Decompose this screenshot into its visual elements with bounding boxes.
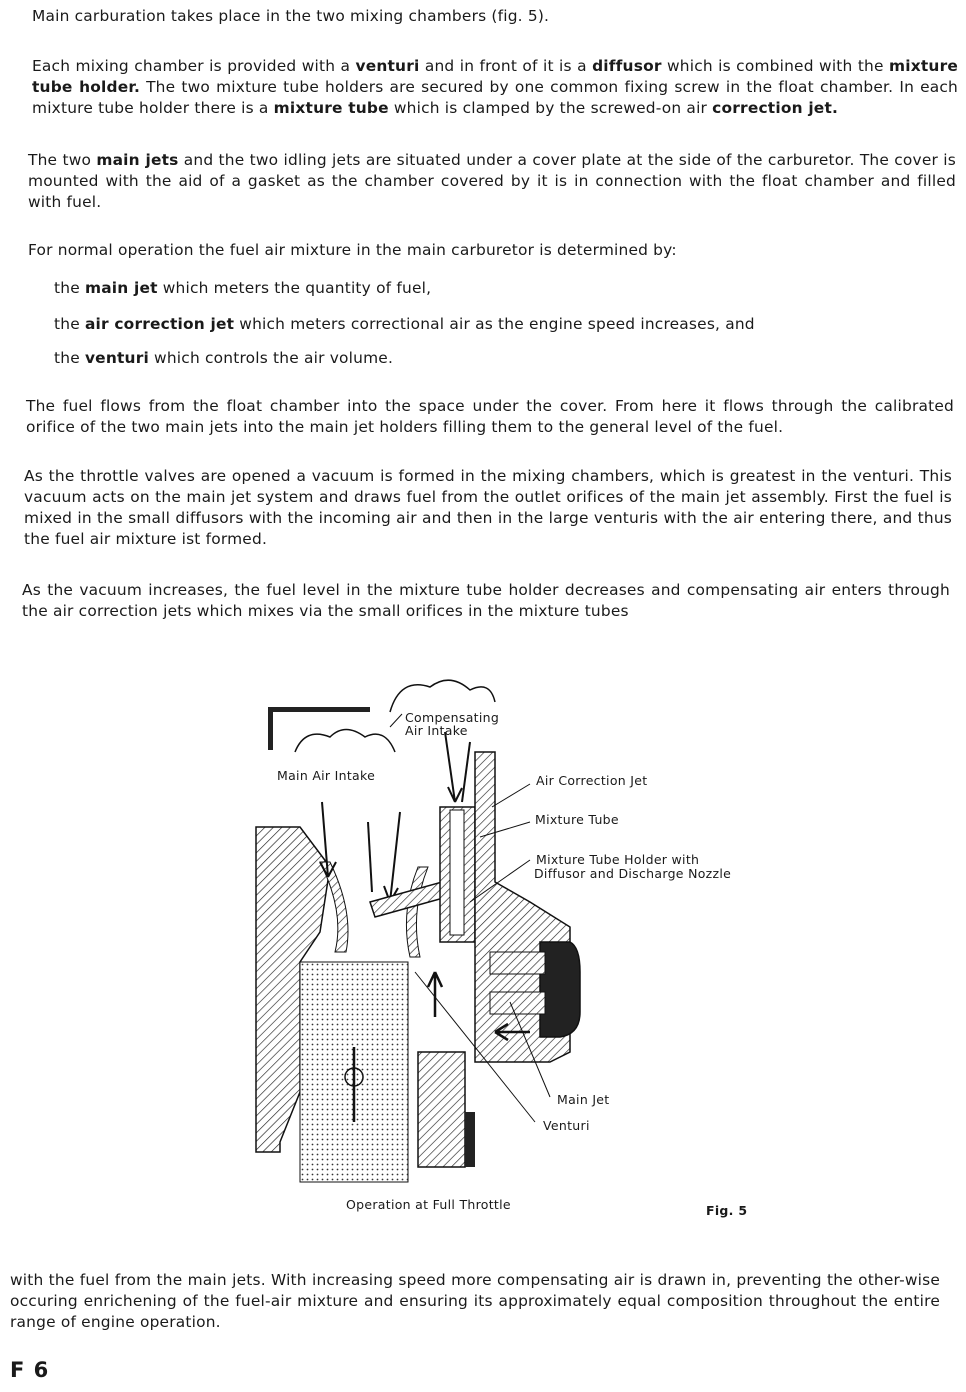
venturi-right <box>406 867 428 957</box>
text-run: Main carburation takes place in the two mixing chambers (fig. 5). <box>32 7 550 25</box>
list-item-air-correction-jet <box>54 314 755 335</box>
air-cloud-top <box>390 680 495 712</box>
text-run: For normal operation the fuel air mixture in the main carburetor is determined by: <box>28 241 677 259</box>
text-run: with the fuel from the main jets. With increasing speed more compensating air is drawn in, preventing the other-wise occuring enrichening of the fuel-air mixture and ensuring its approximately equal composition throughout the entire range of engine operation. <box>10 1271 940 1331</box>
paragraph-fuel-flow <box>26 396 954 438</box>
label-mixture-tube: Mixture Tube <box>535 812 619 827</box>
term-venturi: venturi <box>84 349 149 367</box>
text-run: the <box>54 279 85 297</box>
text-run: the <box>54 349 85 367</box>
text-run: The two mixture tube holders are secured by one common fixing screw in the float chamber. In each mixture tube holder there is a <box>32 78 959 117</box>
text-run: As the vacuum increases, the fuel level in the mixture tube holder decreases and compensating air enters through the air correction jets which mixes via the small orifices in the mixture tubes <box>22 581 950 620</box>
label-main-air-intake: Main Air Intake <box>277 768 376 783</box>
text-run: and in front of it is a <box>419 57 593 75</box>
label-air-correction-jet: Air Correction Jet <box>536 773 648 788</box>
lower-housing <box>418 1052 465 1167</box>
air-arrow-1 <box>320 802 336 877</box>
label-main-jet: Main Jet <box>557 1092 610 1107</box>
term-main-jet: main jet <box>84 279 158 297</box>
comp-air-arrow-1 <box>445 732 462 802</box>
term-mixture-tube: mixture tube <box>273 99 389 117</box>
jet-cover-plate <box>540 942 580 1037</box>
term-correction-jet: correction jet. <box>712 99 839 117</box>
idling-jet <box>490 952 545 974</box>
text-run: and the two idling jets are situated under a cover plate at the side of the carburetor. The cover is mounted with the aid of a gasket as the chamber covered by it is in connection with the float chamber and filled with fuel. <box>28 151 956 211</box>
mixture-tube <box>450 810 464 935</box>
term-mixture-tube-holder: mixture tube holder. <box>32 57 958 96</box>
term-venturi: venturi <box>355 57 420 75</box>
air-cloud-left <box>295 730 395 753</box>
list-item-main-jet <box>54 278 431 299</box>
term-main-jets: main jets <box>96 151 179 169</box>
text-run: As the throttle valves are opened a vacuum is formed in the mixing chambers, which is greatest in the venturi. This vacuum acts on the main jet system and draws fuel from the outlet orifices of the main jet assembly. First the fuel is mixed in the small diffusors with the incoming air and then in the large venturis with the air entering there, and thus the fuel air mixture ist formed. <box>24 467 952 548</box>
carburetor-cross-section <box>250 672 750 1232</box>
paragraph-main-jets <box>28 150 956 213</box>
text-run: the <box>54 315 85 333</box>
air-arrow-3 <box>384 812 400 902</box>
page-number: F 6 <box>10 1358 50 1382</box>
top-flange-left <box>268 707 273 750</box>
paragraph-intro <box>32 6 952 27</box>
label-compensating: Compensating <box>405 710 500 725</box>
text-run: which controls the air volume. <box>148 349 394 367</box>
text-run: The fuel flows from the float chamber into the space under the cover. From here it flows through the calibrated orifice of the two main jets into the main jet holders filling them to the general level of the fuel. <box>26 397 954 436</box>
leader-air-correction-jet <box>492 784 530 807</box>
text-run: which is clamped by the screwed-on air <box>388 99 713 117</box>
figure-number: Fig. 5 <box>706 1203 748 1218</box>
figure-caption: Operation at Full Throttle <box>346 1197 511 1212</box>
term-air-correction-jet: air correction jet <box>84 315 235 333</box>
label-holder-line1: Mixture Tube Holder with <box>536 852 700 867</box>
list-item-venturi <box>54 348 393 369</box>
main-jet-part <box>490 992 545 1014</box>
lower-flange <box>465 1112 475 1167</box>
figure-5-carburetor-diagram <box>250 672 750 1232</box>
fuel-flow-arrow <box>428 972 442 1017</box>
label-air-intake: Air Intake <box>405 723 468 738</box>
paragraph-compensating-air <box>22 580 950 622</box>
top-flange <box>268 707 370 712</box>
term-diffusor: diffusor <box>592 57 662 75</box>
text-run: which meters correctional air as the engine speed increases, and <box>234 315 755 333</box>
text-run: Each mixing chamber is provided with a <box>32 57 356 75</box>
label-holder-line2: Diffusor and Discharge Nozzle <box>534 866 732 881</box>
paragraph-normal-operation <box>28 240 956 261</box>
text-run: which meters the quantity of fuel, <box>157 279 432 297</box>
text-run: The two <box>28 151 97 169</box>
label-venturi: Venturi <box>543 1118 590 1133</box>
paragraph-mixing-chamber <box>32 56 958 119</box>
paragraph-continuation <box>10 1270 940 1333</box>
text-run: which is combined with the <box>661 57 890 75</box>
comp-air-arrow-2 <box>462 742 470 802</box>
paragraph-vacuum <box>24 466 952 550</box>
leader-compensating <box>390 714 402 727</box>
air-arrow-2 <box>368 822 372 892</box>
